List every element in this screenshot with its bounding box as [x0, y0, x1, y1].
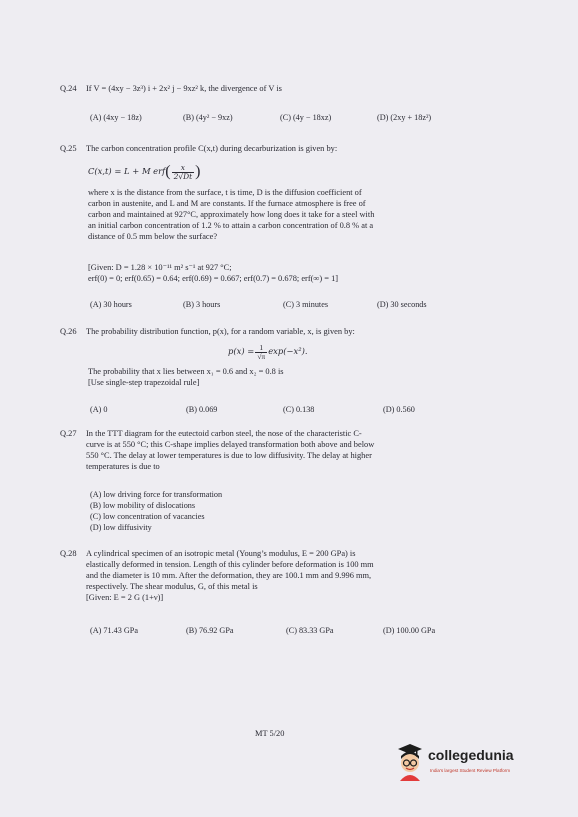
- option-c: (C) 3 minutes: [283, 300, 329, 309]
- option-a: (A) (4xy − 18z): [90, 113, 142, 122]
- option-c: (C) low concentration of vacancies: [90, 512, 205, 521]
- formula: [228, 340, 308, 363]
- option-b: (B) (4y² − 9xz): [183, 113, 233, 122]
- formula-lhs: p(x) =: [228, 346, 255, 356]
- option-d: (D) 0.560: [383, 405, 415, 414]
- option-c: (C) (4y − 18xz): [280, 113, 332, 122]
- paragraph-line: curve is at 550 °C; this C-shape implies delayed transformation both above and below: [86, 440, 375, 449]
- given-line: [Given: E = 2 G (1+ν)]: [86, 593, 164, 602]
- formula-denominator: √π: [257, 351, 266, 361]
- option-a: (A) 71.43 GPa: [90, 626, 138, 635]
- option-a: (A) low driving force for transformation: [90, 490, 223, 499]
- formula-lhs: C(x,t) = L + M erf: [88, 166, 166, 176]
- option-b: (B) 76.92 GPa: [186, 626, 234, 635]
- option-b: (B) 3 hours: [183, 300, 221, 309]
- mascot-icon: [394, 743, 426, 783]
- paragraph-line: carbon in austenite, and L and M are constants. If the furnace atmosphere is free of: [88, 199, 366, 208]
- paragraph-line: 550 °C. The delay at lower temperatures is due to low diffusivity. The delay at higher: [86, 451, 372, 460]
- paragraph-line: an initial carbon concentration of 1.2 % to attain a carbon concentration of 0.8 % at a: [88, 221, 374, 230]
- option-a: (A) 30 hours: [90, 300, 132, 309]
- given-line: erf(0) = 0; erf(0.65) = 0.64; erf(0.69) = 0.667; erf(0.7) = 0.678; erf(∞) = 1]: [88, 274, 339, 283]
- paragraph-line: carbon and maintained at 927°C, approximately how long does it take for a steel with: [88, 210, 375, 219]
- question-number: Q.27: [60, 429, 77, 438]
- paragraph-line: temperatures is due to: [86, 462, 160, 471]
- option-b: (B) 0.069: [186, 405, 218, 414]
- option-d: (D) 30 seconds: [377, 300, 427, 309]
- formula-numerator: x: [172, 164, 195, 173]
- formula-numerator: 1: [255, 344, 267, 353]
- paragraph-line: The probability that x lies between x₁ = 0.6 and x₂ = 0.8 is: [88, 367, 284, 376]
- option-d: (D) 100.00 GPa: [383, 626, 436, 635]
- question-number: Q.26: [60, 327, 77, 336]
- paragraph-line: elastically deformed in tension. Length of this cylinder before deformation is 100 mm: [86, 560, 374, 569]
- paragraph-line: A cylindrical specimen of an isotropic metal (Young’s modulus, E = 200 GPa) is: [86, 549, 356, 558]
- option-d: (D) (2xy + 18z²): [377, 113, 432, 122]
- option-d: (D) low diffusivity: [90, 523, 152, 532]
- question-number: Q.28: [60, 549, 77, 558]
- option-b: (B) low mobility of dislocations: [90, 501, 196, 510]
- paragraph-line: where x is the distance from the surface, t is time, D is the diffusion coefficient of: [88, 188, 362, 197]
- logo-tagline: India's largest Student Review Platform: [430, 768, 511, 773]
- option-a: (A) 0: [90, 405, 108, 414]
- question-stem: If V = (4xy − 3z³) i + 2x² j − 9xz² k, the divergence of V is: [86, 84, 282, 93]
- paragraph-line: respectively. The shear modulus, G, of this metal is: [86, 582, 258, 591]
- page-number: MT 5/20: [255, 729, 285, 738]
- question-stem: The carbon concentration profile C(x,t) during decarburization is given by:: [86, 144, 338, 153]
- formula-rhs: exp(−x²).: [268, 346, 308, 356]
- paragraph-line: [Use single-step trapezoidal rule]: [88, 378, 200, 387]
- collegedunia-logo: [394, 741, 534, 789]
- paragraph-line: In the TTT diagram for the eutectoid carbon steel, the nose of the characteristic C-: [86, 429, 362, 438]
- question-stem: The probability distribution function, p(x), for a random variable, x, is given by:: [86, 327, 355, 336]
- option-c: (C) 0.138: [283, 405, 315, 414]
- formula: C(x,t) = L + M erf( $\frac{x}{2√Dt}$ ): [88, 162, 201, 181]
- logo-wordmark: collegedunia: [428, 747, 514, 763]
- question-number: Q.24: [60, 84, 77, 93]
- given-line: [Given: D = 1.28 × 10⁻¹¹ m² s⁻¹ at 927 °C;: [88, 263, 232, 272]
- paragraph-line: and the diameter is 10 mm. After the deformation, they are 100.1 mm and 9.996 mm,: [86, 571, 372, 580]
- paragraph-line: distance of 0.5 mm below the surface?: [88, 232, 218, 241]
- option-c: (C) 83.33 GPa: [286, 626, 334, 635]
- formula-denominator: 2√Dt: [173, 171, 193, 181]
- question-number: Q.25: [60, 144, 77, 153]
